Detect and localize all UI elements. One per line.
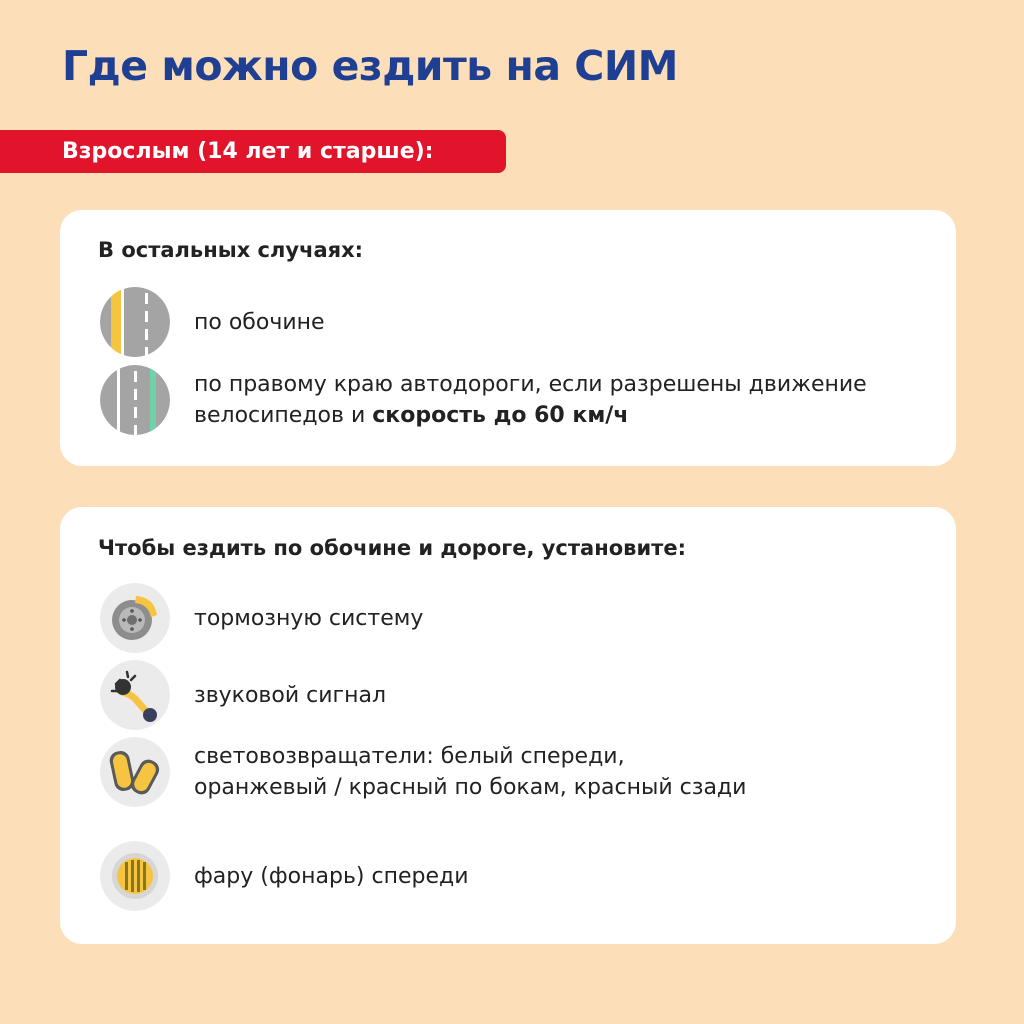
road-right-edge-icon: [100, 365, 170, 435]
list-item-reflectors: [100, 737, 936, 807]
road-shoulder-icon: [100, 287, 170, 357]
reflectors-text-line1: световозвращатели: белый спереди,: [194, 744, 625, 769]
age-group-label: Взрослым (14 лет и старше):: [62, 139, 434, 164]
list-item-headlight: [100, 841, 936, 911]
reflectors-text: [194, 741, 746, 803]
shoulder-text: по обочине: [194, 309, 325, 335]
age-group-banner: [0, 130, 506, 173]
brakes-text: тормозную систему: [194, 605, 424, 631]
other-cases-card: [60, 210, 956, 466]
list-item-road-edge: [100, 365, 936, 435]
road-edge-text-line2: велосипедов и: [194, 403, 373, 428]
list-item-brakes: [100, 583, 936, 653]
list-item-shoulder: [100, 287, 936, 357]
speed-limit-text: скорость до 60 км/ч: [372, 403, 629, 428]
reflectors-text-line2: оранжевый / красный по бокам, красный сзади: [194, 775, 747, 800]
road-edge-text: [194, 369, 867, 431]
other-cases-heading: В остальных случаях:: [98, 238, 364, 262]
list-item-horn: [100, 660, 936, 730]
page-title: Где можно ездить на СИМ: [62, 42, 678, 90]
equipment-heading: Чтобы ездить по обочине и дороге, установите:: [98, 536, 686, 560]
horn-icon: [100, 660, 170, 730]
equipment-card: [60, 507, 956, 944]
reflectors-icon: [100, 737, 170, 807]
horn-text: звуковой сигнал: [194, 682, 387, 708]
road-edge-text-line1: по правому краю автодороги, если разрешены движение: [194, 372, 867, 397]
brake-disc-icon: [100, 583, 170, 653]
headlight-text: фару (фонарь) спереди: [194, 863, 469, 889]
headlight-icon: [100, 841, 170, 911]
